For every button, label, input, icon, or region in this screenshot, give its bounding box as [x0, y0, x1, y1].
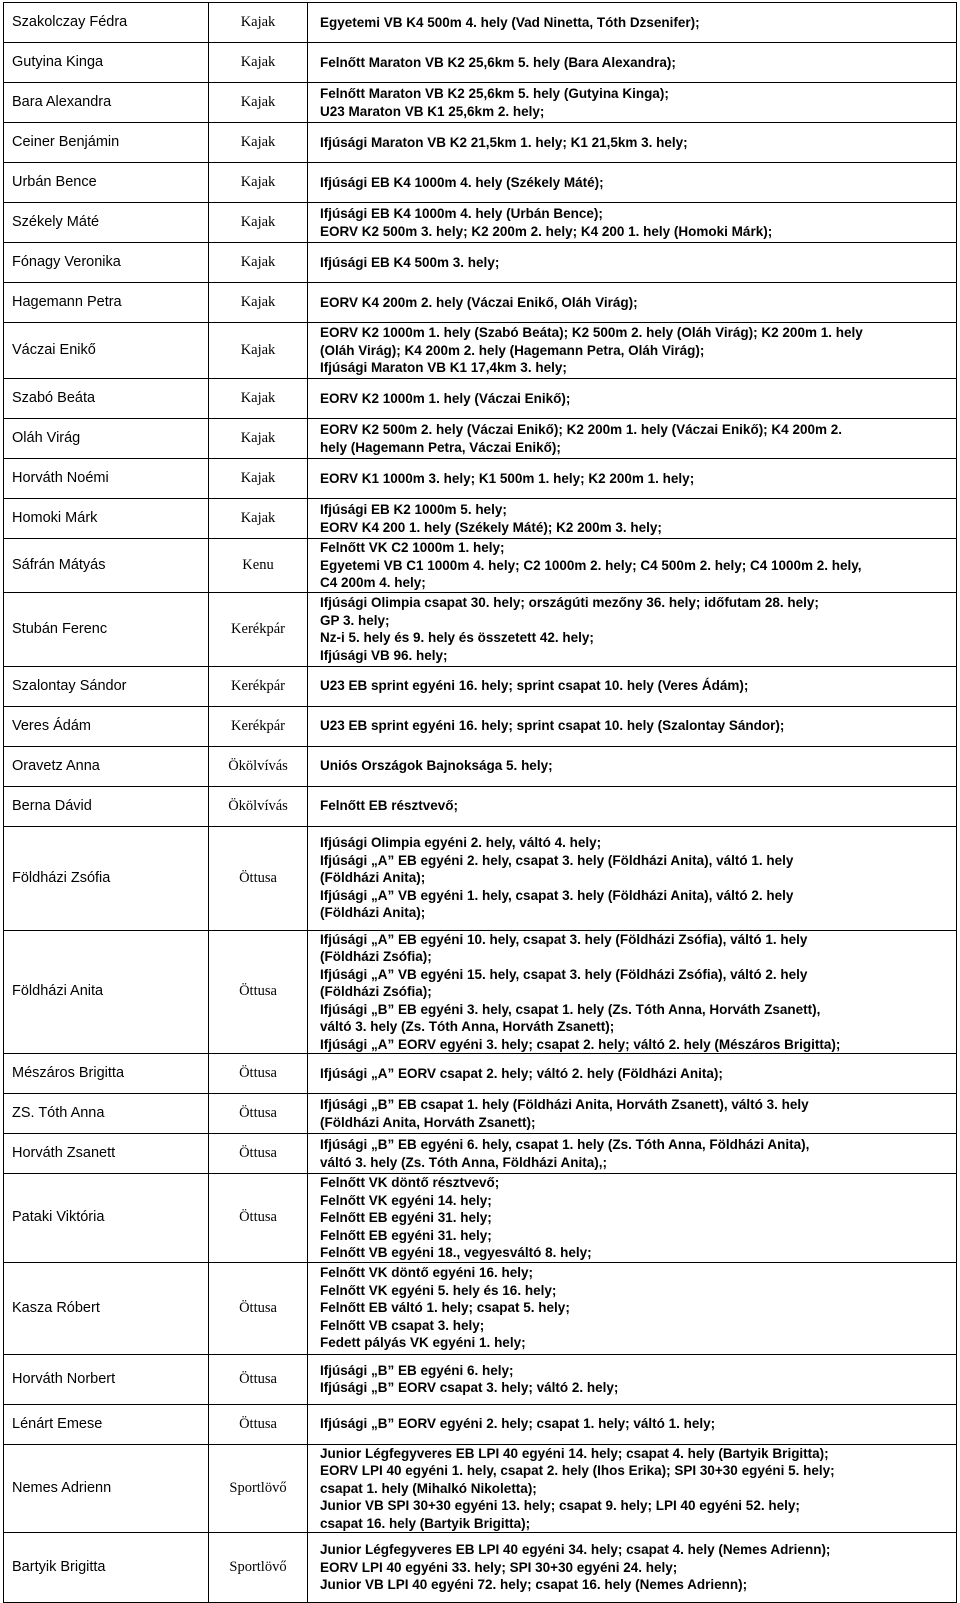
results-cell [308, 499, 957, 539]
athlete-name: Oláh Virág [4, 419, 209, 459]
sport-type: Kajak [209, 163, 308, 203]
result-line: EORV LPI 40 egyéni 1. hely, csapat 2. hely (Ihos Erika); SPI 30+30 egyéni 5. hely; [320, 1463, 835, 1478]
athlete-row [4, 379, 957, 419]
athlete-row [4, 706, 957, 746]
sport-type: Kajak [209, 243, 308, 283]
result-line: Ifjúsági „B” EB egyéni 6. hely; [320, 1362, 514, 1378]
results-cell [308, 459, 957, 499]
result-line: GP 3. hely; [320, 612, 390, 628]
athlete-name: Veres Ádám [4, 706, 209, 746]
athlete-name: Pataki Viktória [4, 1174, 209, 1263]
athlete-name: Szalontay Sándor [4, 666, 209, 706]
sport-type: Öttusa [209, 1262, 308, 1354]
results-cell [308, 1354, 957, 1404]
result-line: váltó 3. hely (Zs. Tóth Anna, Horváth Zsanett); [320, 1019, 615, 1034]
athlete-name: Kasza Róbert [4, 1262, 209, 1354]
athlete-row [4, 1354, 957, 1404]
athlete-row [4, 666, 957, 706]
athlete-name: Szabó Beáta [4, 379, 209, 419]
result-line: EORV K4 200 1. hely (Székely Máté); K2 200m 3. hely; [320, 519, 662, 535]
athlete-name: Nemes Adrienn [4, 1444, 209, 1533]
results-cell [308, 930, 957, 1054]
result-line: EORV K2 1000m 1. hely (Szabó Beáta); K2 500m 2. hely (Oláh Virág); K2 200m 1. hely [320, 325, 863, 341]
athlete-row [4, 203, 957, 243]
results-cell [308, 539, 957, 593]
result-line: Felnőtt VB egyéni 18., vegyesváltó 8. hely; [320, 1245, 592, 1260]
result-line: EORV K1 1000m 3. hely; K1 500m 1. hely; K2 200m 1. hely; [320, 470, 695, 486]
result-line: Felnőtt VK döntő résztvevő; [320, 1175, 500, 1190]
athlete-name: Váczai Enikő [4, 323, 209, 379]
sport-type: Kajak [209, 499, 308, 539]
athlete-row [4, 1054, 957, 1094]
result-line: Ifjúsági EB K4 1000m 4. hely (Székely Máté); [320, 174, 604, 190]
results-cell [308, 283, 957, 323]
athlete-row [4, 163, 957, 203]
sport-type: Kerékpár [209, 592, 308, 666]
sport-type: Kerékpár [209, 666, 308, 706]
athlete-row [4, 83, 957, 123]
athlete-name: ZS. Tóth Anna [4, 1094, 209, 1134]
sport-type: Ökölvívás [209, 786, 308, 826]
result-line: Ifjúsági „B” EORV egyéni 2. hely; csapat 1. hely; váltó 1. hely; [320, 1416, 716, 1432]
result-line: hely (Hagemann Petra, Váczai Enikő); [320, 439, 561, 455]
results-cell [308, 203, 957, 243]
athlete-row [4, 1134, 957, 1174]
athlete-row [4, 1262, 957, 1354]
result-line: C4 200m 4. hely; [320, 575, 426, 590]
sport-type: Kajak [209, 83, 308, 123]
result-line: Ifjúsági VB 96. hely; [320, 647, 448, 663]
athlete-row [4, 539, 957, 593]
results-cell [308, 3, 957, 43]
athlete-row [4, 1444, 957, 1533]
results-cell [308, 83, 957, 123]
athlete-name: Horváth Zsanett [4, 1134, 209, 1174]
athlete-row [4, 1174, 957, 1263]
result-line: (Földházi Anita); [320, 870, 426, 886]
results-cell [308, 1404, 957, 1444]
results-cell [308, 243, 957, 283]
sport-type: Kajak [209, 379, 308, 419]
athlete-name: Berna Dávid [4, 786, 209, 826]
result-line: (Oláh Virág); K4 200m 2. hely (Hagemann Petra, Oláh Virág); [320, 342, 705, 358]
result-line: Nz-i 5. hely és 9. hely és összetett 42. hely; [320, 630, 594, 645]
result-line: Felnőtt EB egyéni 31. hely; [320, 1210, 492, 1225]
result-line: Ifjúsági „A” EB egyéni 2. hely, csapat 3. hely (Földházi Anita), váltó 1. hely [320, 852, 794, 868]
athlete-row [4, 499, 957, 539]
athlete-row [4, 43, 957, 83]
result-line: csapat 16. hely (Bartyik Brigitta); [320, 1515, 531, 1531]
result-line: Ifjúsági „A” EB egyéni 10. hely, csapat 3. hely (Földházi Zsófia), váltó 1. hely [320, 931, 808, 947]
athlete-name: Sáfrán Mátyás [4, 539, 209, 593]
result-line: Ifjúsági „B” EORV csapat 3. hely; váltó 2. hely; [320, 1380, 619, 1395]
athlete-name: Stubán Ferenc [4, 592, 209, 666]
result-line: Uniós Országok Bajnoksága 5. hely; [320, 758, 553, 774]
result-line: Felnőtt Maraton VB K2 25,6km 5. hely (Bara Alexandra); [320, 54, 676, 70]
result-line: Ifjúsági EB K4 1000m 4. hely (Urbán Bence); [320, 206, 603, 221]
sport-type: Öttusa [209, 1134, 308, 1174]
results-cell [308, 1262, 957, 1354]
sport-type: Öttusa [209, 1054, 308, 1094]
results-cell [308, 1444, 957, 1533]
sport-type: Kajak [209, 3, 308, 43]
athlete-name: Ceiner Benjámin [4, 123, 209, 163]
athlete-row [4, 786, 957, 826]
athlete-name: Székely Máté [4, 203, 209, 243]
sport-type: Öttusa [209, 1174, 308, 1263]
result-line: Junior Légfegyveres EB LPI 40 egyéni 14. hely; csapat 4. hely (Bartyik Brigitta); [320, 1445, 829, 1461]
results-cell [308, 1533, 957, 1603]
result-line: csapat 1. hely (Mihalkó Nikoletta); [320, 1480, 537, 1496]
athlete-name: Urbán Bence [4, 163, 209, 203]
result-line: Egyetemi VB K4 500m 4. hely (Vad Ninetta, Tóth Dzsenifer); [320, 14, 700, 30]
result-line: EORV LPI 40 egyéni 33. hely; SPI 30+30 egyéni 24. hely; [320, 1559, 678, 1575]
results-cell [308, 419, 957, 459]
result-line: (Földházi Anita); [320, 905, 426, 921]
result-line: Ifjúsági „B” EB egyéni 6. hely, csapat 1. hely (Zs. Tóth Anna, Földházi Anita), [320, 1137, 810, 1152]
athlete-name: Földházi Anita [4, 930, 209, 1054]
result-line: EORV K2 500m 2. hely (Váczai Enikő); K2 200m 1. hely (Váczai Enikő); K4 200m 2. [320, 422, 842, 437]
athlete-name: Földházi Zsófia [4, 826, 209, 930]
results-cell [308, 1174, 957, 1263]
athlete-row [4, 323, 957, 379]
result-line: EORV K2 1000m 1. hely (Váczai Enikő); [320, 390, 571, 406]
sport-type: Kajak [209, 459, 308, 499]
results-cell [308, 706, 957, 746]
results-table-body [4, 3, 957, 1603]
result-line: váltó 3. hely (Zs. Tóth Anna, Földházi Anita),; [320, 1154, 608, 1170]
result-line: Felnőtt VK egyéni 5. hely és 16. hely; [320, 1282, 557, 1298]
results-cell [308, 43, 957, 83]
result-line: Ifjúsági Olimpia egyéni 2. hely, váltó 4. hely; [320, 835, 602, 851]
athlete-name: Oravetz Anna [4, 746, 209, 786]
athlete-name: Hagemann Petra [4, 283, 209, 323]
sport-type: Sportlövő [209, 1444, 308, 1533]
result-line: Felnőtt EB egyéni 31. hely; [320, 1227, 492, 1243]
sport-type: Kajak [209, 419, 308, 459]
athlete-name: Gutyina Kinga [4, 43, 209, 83]
result-line: (Földházi Anita, Horváth Zsanett); [320, 1114, 536, 1130]
result-line: U23 Maraton VB K1 25,6km 2. hely; [320, 103, 545, 119]
sport-type: Ökölvívás [209, 746, 308, 786]
result-line: Ifjúsági EB K2 1000m 5. hely; [320, 502, 507, 517]
athlete-row [4, 826, 957, 930]
athlete-row [4, 1094, 957, 1134]
sport-type: Kajak [209, 43, 308, 83]
athlete-row [4, 283, 957, 323]
result-line: (Földházi Zsófia); [320, 949, 432, 964]
result-line: Felnőtt EB váltó 1. hely; csapat 5. hely; [320, 1300, 570, 1316]
results-cell [308, 786, 957, 826]
result-line: Ifjúsági Maraton VB K1 17,4km 3. hely; [320, 360, 567, 376]
athlete-row [4, 1404, 957, 1444]
result-line: U23 EB sprint egyéni 16. hely; sprint csapat 10. hely (Szalontay Sándor); [320, 718, 785, 734]
sport-type: Öttusa [209, 1094, 308, 1134]
results-cell [308, 323, 957, 379]
athlete-row [4, 3, 957, 43]
result-line: Ifjúsági „A” VB egyéni 1. hely, csapat 3. hely (Földházi Anita), váltó 2. hely [320, 887, 794, 903]
result-line: Ifjúsági „A” EORV csapat 2. hely; váltó 2. hely (Földházi Anita); [320, 1065, 723, 1081]
athlete-name: Horváth Noémi [4, 459, 209, 499]
athlete-name: Mészáros Brigitta [4, 1054, 209, 1094]
sport-type: Öttusa [209, 1354, 308, 1404]
result-line: U23 EB sprint egyéni 16. hely; sprint csapat 10. hely (Veres Ádám); [320, 678, 749, 694]
athlete-name: Lénárt Emese [4, 1404, 209, 1444]
result-line: Felnőtt EB résztvevő; [320, 798, 459, 814]
sport-type: Öttusa [209, 1404, 308, 1444]
result-line: (Földházi Zsófia); [320, 984, 432, 999]
sport-type: Öttusa [209, 826, 308, 930]
sport-type: Kajak [209, 123, 308, 163]
result-line: Junior VB SPI 30+30 egyéni 13. hely; csapat 9. hely; LPI 40 egyéni 52. hely; [320, 1498, 800, 1513]
result-line: Felnőtt VK egyéni 14. hely; [320, 1192, 492, 1208]
sport-type: Sportlövő [209, 1533, 308, 1603]
athlete-row [4, 592, 957, 666]
result-line: Egyetemi VB C1 1000m 4. hely; C2 1000m 2. hely; C4 500m 2. hely; C4 1000m 2. hely, [320, 557, 862, 573]
athlete-row [4, 123, 957, 163]
result-line: Felnőtt VK C2 1000m 1. hely; [320, 540, 505, 555]
result-line: Ifjúsági Maraton VB K2 21,5km 1. hely; K1 21,5km 3. hely; [320, 134, 688, 150]
athlete-name: Fónagy Veronika [4, 243, 209, 283]
sport-type: Öttusa [209, 930, 308, 1054]
sport-type: Kerékpár [209, 706, 308, 746]
sport-type: Kajak [209, 283, 308, 323]
athlete-name: Horváth Norbert [4, 1354, 209, 1404]
result-line: Ifjúsági „B” EB csapat 1. hely (Földházi Anita, Horváth Zsanett), váltó 3. hely [320, 1097, 809, 1112]
result-line: Ifjúsági Olimpia csapat 30. hely; országúti mezőny 36. hely; időfutam 28. hely; [320, 595, 819, 610]
athlete-name: Bara Alexandra [4, 83, 209, 123]
result-line: Felnőtt Maraton VB K2 25,6km 5. hely (Gutyina Kinga); [320, 86, 669, 101]
result-line: Ifjúsági EB K4 500m 3. hely; [320, 254, 500, 270]
athlete-name: Homoki Márk [4, 499, 209, 539]
athlete-name: Bartyik Brigitta [4, 1533, 209, 1603]
sport-type: Kajak [209, 203, 308, 243]
results-cell [308, 123, 957, 163]
results-cell [308, 746, 957, 786]
results-cell [308, 1054, 957, 1094]
result-line: Ifjúsági „A” VB egyéni 15. hely, csapat 3. hely (Földházi Zsófia), váltó 2. hely [320, 966, 808, 982]
sport-type: Kenu [209, 539, 308, 593]
result-line: Fedett pályás VK egyéni 1. hely; [320, 1335, 526, 1351]
result-line: EORV K4 200m 2. hely (Váczai Enikő, Oláh Virág); [320, 294, 638, 310]
result-line: Felnőtt VB csapat 3. hely; [320, 1317, 485, 1333]
result-line: Ifjúsági „B” EB egyéni 3. hely, csapat 1. hely (Zs. Tóth Anna, Horváth Zsanett), [320, 1001, 821, 1017]
results-cell [308, 666, 957, 706]
results-table [3, 2, 957, 1603]
athlete-row [4, 243, 957, 283]
result-line: Ifjúsági „A” EORV egyéni 3. hely; csapat 2. hely; váltó 2. hely (Mészáros Brigitta); [320, 1036, 841, 1052]
athlete-row [4, 746, 957, 786]
results-cell [308, 1134, 957, 1174]
results-cell [308, 826, 957, 930]
result-line: Junior VB LPI 40 egyéni 72. hely; csapat 16. hely (Nemes Adrienn); [320, 1577, 748, 1593]
results-cell [308, 379, 957, 419]
athlete-row [4, 1533, 957, 1603]
results-cell [308, 1094, 957, 1134]
results-cell [308, 592, 957, 666]
athlete-row [4, 419, 957, 459]
result-line: Felnőtt VK döntő egyéni 16. hely; [320, 1265, 534, 1281]
result-line: Junior Légfegyveres EB LPI 40 egyéni 34. hely; csapat 4. hely (Nemes Adrienn); [320, 1542, 831, 1558]
athlete-row [4, 459, 957, 499]
athlete-row [4, 930, 957, 1054]
results-cell [308, 163, 957, 203]
sport-type: Kajak [209, 323, 308, 379]
athlete-name: Szakolczay Fédra [4, 3, 209, 43]
result-line: EORV K2 500m 3. hely; K2 200m 2. hely; K4 200 1. hely (Homoki Márk); [320, 223, 773, 239]
